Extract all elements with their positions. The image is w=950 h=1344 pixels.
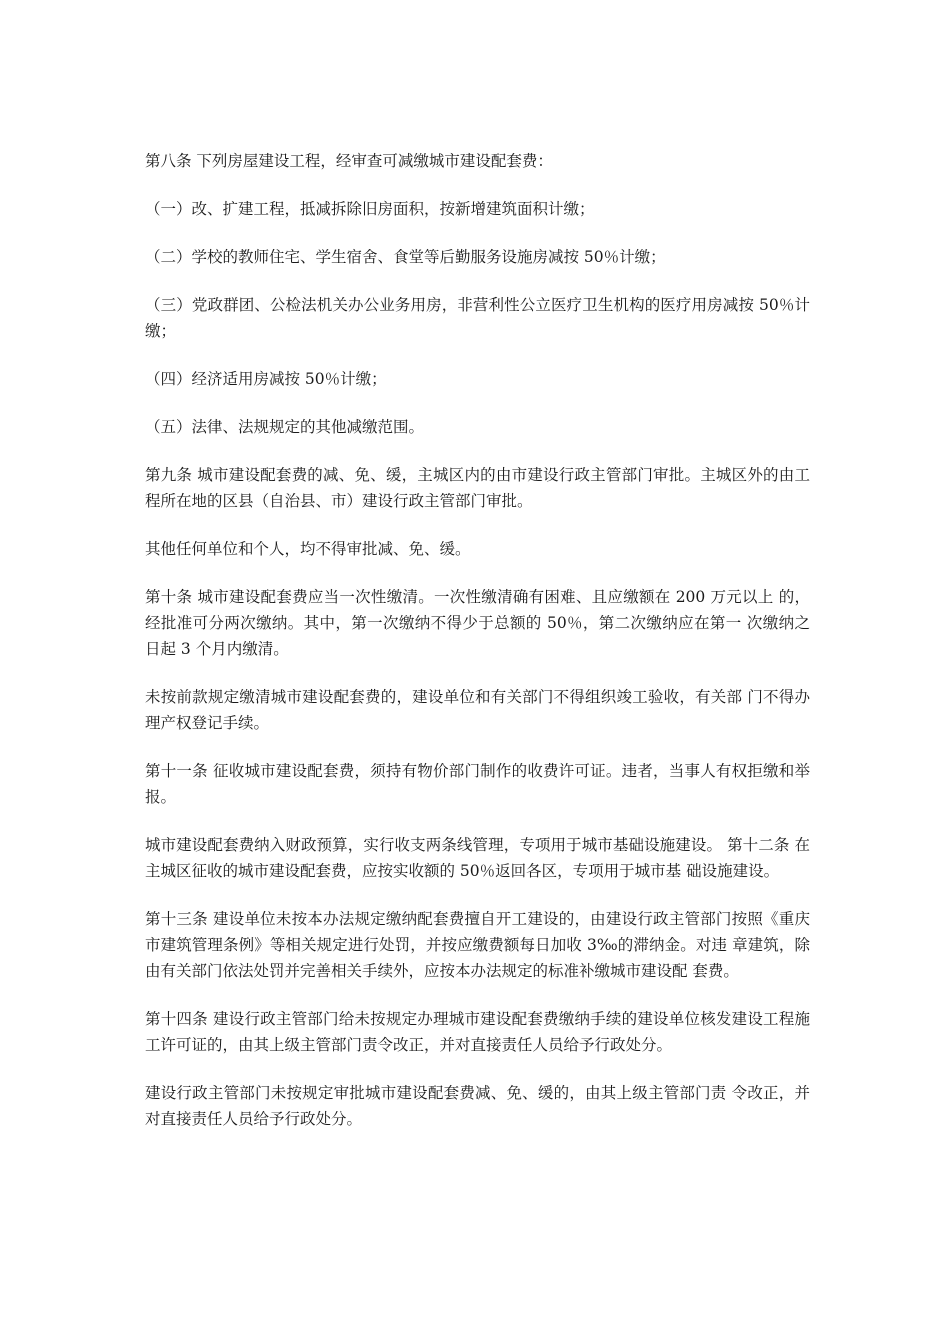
article-10-paragraph: 第十条 城市建设配套费应当一次性缴清。一次性缴清确有困难、且应缴额在 200 万元以上 的，经批准可分两次缴纳。其中，第一次缴纳不得少于总额的 50％，第二次缴纳应在第一 次缴纳之日起 3 个月内缴清。 <box>145 588 810 658</box>
article-8-item-3: （三）党政群团、公检法机关办公业务用房，非营利性公立医疗卫生机构的医疗用房减按 50％计缴； <box>145 296 810 340</box>
article-14-paragraph: 第十四条 建设行政主管部门给未按规定办理城市建设配套费缴纳手续的建设单位核发建设工程施工许可证的，由其上级主管部门责令改正，并对直接责任人员给予行政处分。 <box>145 1010 810 1054</box>
article-8-item-1: （一）改、扩建工程，抵减拆除旧房面积，按新增建筑面积计缴； <box>145 200 595 218</box>
article-8-item-5: （五）法律、法规规定的其他减缴范围。 <box>145 418 425 436</box>
article-13-paragraph: 第十三条 建设单位未按本办法规定缴纳配套费擅自开工建设的，由建设行政主管部门按照《重庆市建筑管理条例》等相关规定进行处罚，并按应缴费额每日加收 3‰的滞纳金。对违 章建筑，除由有关部门依法处罚并完善相关手续外，应按本办法规定的标准补缴城市建设配 套费。 <box>145 910 810 980</box>
article-10-note: 未按前款规定缴清城市建设配套费的，建设单位和有关部门不得组织竣工验收，有关部 门不得办理产权登记手续。 <box>145 688 810 732</box>
document-body <box>145 148 810 1154</box>
article-12-paragraph: 城市建设配套费纳入财政预算，实行收支两条线管理，专项用于城市基础设施建设。 第十二条 在主城区征收的城市建设配套费，应按实收额的 50％返回各区，专项用于城市基 础设施建设。 <box>145 836 810 880</box>
article-9-paragraph: 第九条 城市建设配套费的减、免、缓，主城区内的由市建设行政主管部门审批。主城区外的由工程所在地的区县（自治县、市）建设行政主管部门审批。 <box>145 466 810 510</box>
article-9-note: 其他任何单位和个人，均不得审批减、免、缓。 <box>145 540 471 558</box>
article-8-item-2: （二）学校的教师住宅、学生宿舍、食堂等后勤服务设施房减按 50％计缴； <box>145 248 666 266</box>
article-8-item-4: （四）经济适用房减按 50％计缴； <box>145 370 387 388</box>
article-8-heading: 第八条 下列房屋建设工程，经审查可减缴城市建设配套费： <box>145 152 553 170</box>
article-11-paragraph: 第十一条 征收城市建设配套费，须持有物价部门制作的收费许可证。违者，当事人有权拒缴和举报。 <box>145 762 810 806</box>
article-14-note: 建设行政主管部门未按规定审批城市建设配套费减、免、缓的，由其上级主管部门责 令改正，并对直接责任人员给予行政处分。 <box>145 1084 810 1128</box>
